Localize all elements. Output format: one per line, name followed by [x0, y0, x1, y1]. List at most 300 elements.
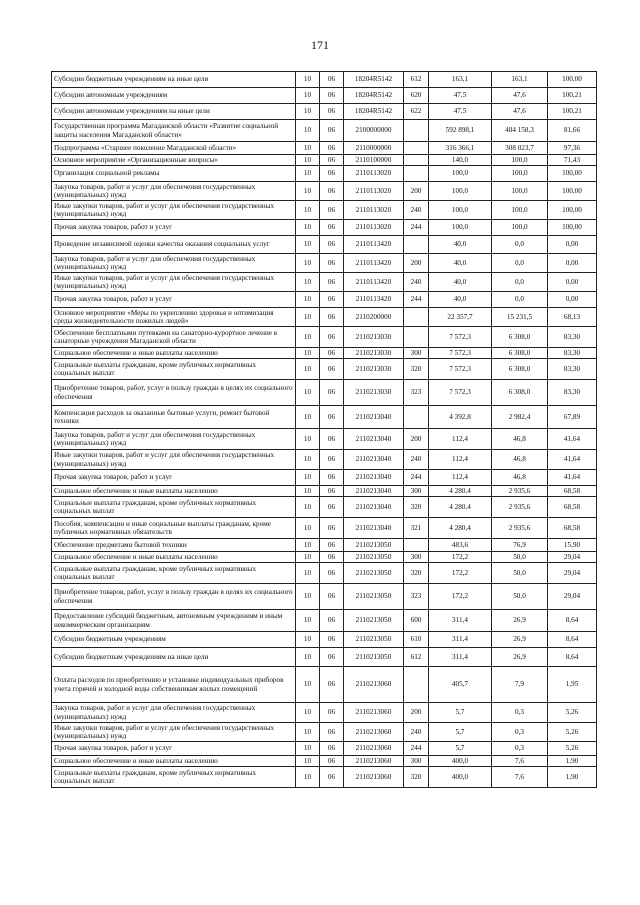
row-name-cell: Проведение независимой оценки качества оказания социальных услуг	[52, 236, 296, 254]
row-expense-type-cell: 240	[404, 201, 429, 220]
row-target-article-cell: 2110200000	[344, 308, 404, 327]
row-plan-amount-cell: 172,2	[429, 584, 492, 610]
row-target-article-cell: 2110000000	[344, 142, 404, 155]
row-target-article-cell: 2110100000	[344, 155, 404, 166]
row-executed-amount-cell: 6 308,0	[492, 327, 548, 348]
row-plan-amount-cell: 40,0	[429, 236, 492, 254]
table-row	[52, 767, 597, 788]
row-expense-type-cell: 300	[404, 756, 429, 767]
row-name-cell: Субсидии бюджетным учреждениям на иные цели	[52, 648, 296, 667]
row-percent-cell: 68,58	[548, 497, 597, 518]
row-percent-cell: 0,00	[548, 236, 597, 254]
row-subsection-cell: 06	[320, 742, 344, 756]
row-plan-amount-cell: 400,0	[429, 767, 492, 788]
row-expense-type-cell: 240	[404, 450, 429, 470]
row-plan-amount-cell: 5,7	[429, 703, 492, 723]
row-name-cell: Социальное обеспечение и иные выплаты населению	[52, 756, 296, 767]
row-executed-amount-cell: 163,1	[492, 72, 548, 88]
budget-table	[51, 71, 597, 788]
row-expense-type-cell: 200	[404, 703, 429, 723]
row-section-cell: 10	[296, 359, 320, 380]
row-percent-cell: 1,90	[548, 767, 597, 788]
row-percent-cell: 100,00	[548, 182, 597, 201]
row-name-cell: Прочая закупка товаров, работ и услуг	[52, 470, 296, 486]
table-row	[52, 450, 597, 470]
row-expense-type-cell: 620	[404, 88, 429, 104]
row-subsection-cell: 06	[320, 648, 344, 667]
row-percent-cell: 100,21	[548, 104, 597, 120]
row-subsection-cell: 06	[320, 584, 344, 610]
row-section-cell: 10	[296, 182, 320, 201]
row-subsection-cell: 06	[320, 104, 344, 120]
row-subsection-cell: 06	[320, 359, 344, 380]
row-name-cell: Субсидии автономным учреждениям на иные цели	[52, 104, 296, 120]
row-expense-type-cell: 622	[404, 104, 429, 120]
row-section-cell: 10	[296, 327, 320, 348]
table-row	[52, 486, 597, 497]
row-plan-amount-cell: 40,0	[429, 292, 492, 308]
table-row	[52, 632, 597, 648]
row-subsection-cell: 06	[320, 470, 344, 486]
row-executed-amount-cell: 2 935,6	[492, 497, 548, 518]
row-section-cell: 10	[296, 723, 320, 742]
row-plan-amount-cell: 311,4	[429, 632, 492, 648]
table-row	[52, 518, 597, 539]
row-percent-cell: 83,30	[548, 359, 597, 380]
row-plan-amount-cell: 316 366,1	[429, 142, 492, 155]
row-plan-amount-cell: 47,5	[429, 104, 492, 120]
row-executed-amount-cell: 50,0	[492, 584, 548, 610]
row-section-cell: 10	[296, 648, 320, 667]
row-subsection-cell: 06	[320, 88, 344, 104]
row-target-article-cell: 2110213040	[344, 406, 404, 429]
row-expense-type-cell: 200	[404, 182, 429, 201]
row-subsection-cell: 06	[320, 142, 344, 155]
row-executed-amount-cell: 0,3	[492, 703, 548, 723]
row-name-cell: Обеспечение бесплатными путевками на санаторно-курортное лечение в санаторные учреждения Магаданской области	[52, 327, 296, 348]
row-expense-type-cell: 321	[404, 518, 429, 539]
table-row	[52, 72, 597, 88]
row-executed-amount-cell: 100,0	[492, 166, 548, 182]
row-percent-cell: 68,58	[548, 518, 597, 539]
row-plan-amount-cell: 592 898,1	[429, 120, 492, 142]
row-executed-amount-cell: 26,9	[492, 648, 548, 667]
row-section-cell: 10	[296, 380, 320, 406]
row-target-article-cell: 2110213060	[344, 703, 404, 723]
table-row	[52, 429, 597, 450]
row-section-cell: 10	[296, 104, 320, 120]
row-name-cell: Социальные выплаты гражданам, кроме публичных нормативных социальных выплат	[52, 563, 296, 584]
row-plan-amount-cell: 4 280,4	[429, 497, 492, 518]
row-name-cell: Социальные выплаты гражданам, кроме публичных нормативных социальных выплат	[52, 497, 296, 518]
table-row	[52, 155, 597, 166]
row-subsection-cell: 06	[320, 539, 344, 552]
row-target-article-cell: 2110213050	[344, 610, 404, 632]
row-plan-amount-cell: 405,7	[429, 667, 492, 703]
row-name-cell: Прочая закупка товаров, работ и услуг	[52, 292, 296, 308]
row-section-cell: 10	[296, 470, 320, 486]
row-executed-amount-cell: 0,3	[492, 742, 548, 756]
row-target-article-cell: 2110213050	[344, 648, 404, 667]
row-percent-cell: 100,21	[548, 88, 597, 104]
row-name-cell: Закупка товаров, работ и услуг для обеспечения государственных (муниципальных) нужд	[52, 254, 296, 273]
row-name-cell: Государственная программа Магаданской области «Развитие социальной защиты населения Магаданской области»	[52, 120, 296, 142]
table-row	[52, 201, 597, 220]
row-section-cell: 10	[296, 610, 320, 632]
row-name-cell: Обеспечение предметами бытовой техники	[52, 539, 296, 552]
row-percent-cell: 29,04	[548, 563, 597, 584]
row-executed-amount-cell: 0,0	[492, 292, 548, 308]
row-expense-type-cell	[404, 142, 429, 155]
row-target-article-cell: 2110213040	[344, 518, 404, 539]
row-percent-cell: 5,26	[548, 703, 597, 723]
table-row	[52, 667, 597, 703]
row-name-cell: Пособия, компенсации и иные социальные выплаты гражданам, кроме публичных нормативных обязательств	[52, 518, 296, 539]
row-subsection-cell: 06	[320, 72, 344, 88]
row-executed-amount-cell: 6 308,0	[492, 380, 548, 406]
row-executed-amount-cell: 26,9	[492, 632, 548, 648]
row-expense-type-cell	[404, 667, 429, 703]
table-row	[52, 497, 597, 518]
row-section-cell: 10	[296, 486, 320, 497]
row-target-article-cell: 18204R5142	[344, 72, 404, 88]
row-executed-amount-cell: 47,6	[492, 88, 548, 104]
row-expense-type-cell	[404, 120, 429, 142]
table-row	[52, 539, 597, 552]
row-section-cell: 10	[296, 72, 320, 88]
row-expense-type-cell: 300	[404, 486, 429, 497]
row-section-cell: 10	[296, 292, 320, 308]
row-section-cell: 10	[296, 703, 320, 723]
row-percent-cell: 1,90	[548, 756, 597, 767]
row-plan-amount-cell: 22 357,7	[429, 308, 492, 327]
row-percent-cell: 41,64	[548, 429, 597, 450]
row-subsection-cell: 06	[320, 552, 344, 563]
table-row	[52, 88, 597, 104]
table-row	[52, 120, 597, 142]
row-plan-amount-cell: 140,0	[429, 155, 492, 166]
row-percent-cell: 29,04	[548, 584, 597, 610]
row-plan-amount-cell: 311,4	[429, 610, 492, 632]
row-expense-type-cell: 240	[404, 273, 429, 292]
row-executed-amount-cell: 2 982,4	[492, 406, 548, 429]
row-target-article-cell: 2110213030	[344, 348, 404, 359]
row-executed-amount-cell: 2 935,6	[492, 486, 548, 497]
row-name-cell: Социальное обеспечение и иные выплаты населению	[52, 348, 296, 359]
table-row	[52, 584, 597, 610]
table-row	[52, 142, 597, 155]
row-executed-amount-cell: 15 231,5	[492, 308, 548, 327]
row-name-cell: Основное мероприятие «Организационные вопросы»	[52, 155, 296, 166]
row-section-cell: 10	[296, 406, 320, 429]
row-percent-cell: 29,04	[548, 552, 597, 563]
row-subsection-cell: 06	[320, 450, 344, 470]
row-target-article-cell: 2110113020	[344, 201, 404, 220]
row-executed-amount-cell: 47,6	[492, 104, 548, 120]
row-target-article-cell: 2110213040	[344, 470, 404, 486]
table-row	[52, 236, 597, 254]
table-row	[52, 756, 597, 767]
row-subsection-cell: 06	[320, 610, 344, 632]
row-name-cell: Подпрограмма «Старшее поколение Магаданской области»	[52, 142, 296, 155]
table-row	[52, 292, 597, 308]
row-subsection-cell: 06	[320, 292, 344, 308]
row-percent-cell: 100,00	[548, 166, 597, 182]
row-target-article-cell: 2110213030	[344, 327, 404, 348]
row-expense-type-cell	[404, 166, 429, 182]
row-section-cell: 10	[296, 632, 320, 648]
row-section-cell: 10	[296, 220, 320, 236]
row-percent-cell: 0,00	[548, 273, 597, 292]
row-section-cell: 10	[296, 273, 320, 292]
row-name-cell: Основное мероприятие «Меры по укреплению здоровья и оптимизация среды жизнедеятельности пожилых людей»	[52, 308, 296, 327]
row-name-cell: Прочая закупка товаров, работ и услуг	[52, 220, 296, 236]
row-subsection-cell: 06	[320, 563, 344, 584]
row-expense-type-cell: 612	[404, 648, 429, 667]
row-section-cell: 10	[296, 518, 320, 539]
row-name-cell: Социальные выплаты гражданам, кроме публичных нормативных социальных выплат	[52, 359, 296, 380]
row-executed-amount-cell: 308 023,7	[492, 142, 548, 155]
row-executed-amount-cell: 46,8	[492, 470, 548, 486]
row-target-article-cell: 18204R5142	[344, 104, 404, 120]
row-name-cell: Прочая закупка товаров, работ и услуг	[52, 742, 296, 756]
row-plan-amount-cell: 40,0	[429, 254, 492, 273]
row-name-cell: Субсидии бюджетным учреждениям на иные цели	[52, 72, 296, 88]
row-section-cell: 10	[296, 584, 320, 610]
row-percent-cell: 5,26	[548, 742, 597, 756]
row-subsection-cell: 06	[320, 348, 344, 359]
row-percent-cell: 8,64	[548, 610, 597, 632]
row-percent-cell: 100,00	[548, 72, 597, 88]
row-percent-cell: 71,43	[548, 155, 597, 166]
row-plan-amount-cell: 163,1	[429, 72, 492, 88]
row-name-cell: Компенсация расходов за оказанные бытовые услуги, ремонт бытовой техники	[52, 406, 296, 429]
row-plan-amount-cell: 112,4	[429, 429, 492, 450]
row-name-cell: Оплата расходов по приобретению и установке индивидуальных приборов учета горячей и холодной воды собственникам жилых помещений	[52, 667, 296, 703]
row-section-cell: 10	[296, 497, 320, 518]
row-percent-cell: 8,64	[548, 632, 597, 648]
row-subsection-cell: 06	[320, 327, 344, 348]
row-percent-cell: 83,30	[548, 327, 597, 348]
row-percent-cell: 1,95	[548, 667, 597, 703]
row-section-cell: 10	[296, 767, 320, 788]
row-executed-amount-cell: 0,3	[492, 723, 548, 742]
row-expense-type-cell: 320	[404, 767, 429, 788]
row-plan-amount-cell: 7 572,3	[429, 348, 492, 359]
row-expense-type-cell: 320	[404, 563, 429, 584]
row-target-article-cell: 2110213040	[344, 450, 404, 470]
row-percent-cell: 5,26	[548, 723, 597, 742]
table-row	[52, 563, 597, 584]
row-name-cell: Иные закупки товаров, работ и услуг для обеспечения государственных (муниципальных) нужд	[52, 273, 296, 292]
row-plan-amount-cell: 112,4	[429, 470, 492, 486]
row-plan-amount-cell: 172,2	[429, 552, 492, 563]
row-executed-amount-cell: 7,9	[492, 667, 548, 703]
row-percent-cell: 83,30	[548, 348, 597, 359]
row-expense-type-cell: 244	[404, 220, 429, 236]
row-executed-amount-cell: 26,9	[492, 610, 548, 632]
row-subsection-cell: 06	[320, 429, 344, 450]
row-subsection-cell: 06	[320, 406, 344, 429]
row-target-article-cell: 2110213030	[344, 359, 404, 380]
table-row	[52, 380, 597, 406]
row-expense-type-cell	[404, 327, 429, 348]
row-section-cell: 10	[296, 308, 320, 327]
row-target-article-cell: 2110213060	[344, 723, 404, 742]
table-row	[52, 348, 597, 359]
row-section-cell: 10	[296, 201, 320, 220]
table-row	[52, 742, 597, 756]
row-plan-amount-cell: 112,4	[429, 450, 492, 470]
row-target-article-cell: 2110113020	[344, 220, 404, 236]
row-expense-type-cell: 200	[404, 254, 429, 273]
row-section-cell: 10	[296, 166, 320, 182]
row-percent-cell: 67,89	[548, 406, 597, 429]
row-executed-amount-cell: 7,6	[492, 756, 548, 767]
row-subsection-cell: 06	[320, 236, 344, 254]
row-plan-amount-cell: 100,0	[429, 182, 492, 201]
row-subsection-cell: 06	[320, 220, 344, 236]
row-plan-amount-cell: 4 392,8	[429, 406, 492, 429]
row-section-cell: 10	[296, 348, 320, 359]
row-target-article-cell: 2110213030	[344, 380, 404, 406]
row-expense-type-cell: 300	[404, 552, 429, 563]
row-percent-cell: 68,58	[548, 486, 597, 497]
row-plan-amount-cell: 7 572,3	[429, 359, 492, 380]
row-plan-amount-cell: 40,0	[429, 273, 492, 292]
row-executed-amount-cell: 6 308,0	[492, 359, 548, 380]
row-expense-type-cell: 240	[404, 723, 429, 742]
row-expense-type-cell: 320	[404, 359, 429, 380]
row-executed-amount-cell: 50,0	[492, 552, 548, 563]
table-row	[52, 703, 597, 723]
row-executed-amount-cell: 46,8	[492, 429, 548, 450]
row-executed-amount-cell: 0,0	[492, 273, 548, 292]
row-plan-amount-cell: 4 280,4	[429, 486, 492, 497]
row-expense-type-cell: 244	[404, 742, 429, 756]
row-subsection-cell: 06	[320, 273, 344, 292]
row-target-article-cell: 2100000000	[344, 120, 404, 142]
row-expense-type-cell	[404, 406, 429, 429]
row-expense-type-cell: 610	[404, 632, 429, 648]
row-subsection-cell: 06	[320, 166, 344, 182]
row-subsection-cell: 06	[320, 518, 344, 539]
row-name-cell: Организация социальной рекламы	[52, 166, 296, 182]
row-name-cell: Приобретение товаров, работ, услуг в пользу граждан в целях их социального обеспечения	[52, 380, 296, 406]
row-expense-type-cell: 600	[404, 610, 429, 632]
table-row	[52, 254, 597, 273]
row-percent-cell: 81,66	[548, 120, 597, 142]
row-plan-amount-cell: 4 280,4	[429, 518, 492, 539]
row-target-article-cell: 2110113420	[344, 254, 404, 273]
row-executed-amount-cell: 50,0	[492, 563, 548, 584]
row-subsection-cell: 06	[320, 723, 344, 742]
row-percent-cell: 100,00	[548, 201, 597, 220]
row-name-cell: Социальные выплаты гражданам, кроме публичных нормативных социальных выплат	[52, 767, 296, 788]
row-plan-amount-cell: 5,7	[429, 723, 492, 742]
row-executed-amount-cell: 100,0	[492, 201, 548, 220]
row-subsection-cell: 06	[320, 703, 344, 723]
row-percent-cell: 97,36	[548, 142, 597, 155]
row-subsection-cell: 06	[320, 756, 344, 767]
row-target-article-cell: 2110213050	[344, 539, 404, 552]
row-section-cell: 10	[296, 142, 320, 155]
table-row	[52, 220, 597, 236]
row-name-cell: Социальное обеспечение и иные выплаты населению	[52, 552, 296, 563]
table-row	[52, 166, 597, 182]
table-row	[52, 308, 597, 327]
row-subsection-cell: 06	[320, 120, 344, 142]
row-plan-amount-cell: 483,6	[429, 539, 492, 552]
row-percent-cell: 83,30	[548, 380, 597, 406]
row-name-cell: Субсидии бюджетным учреждениям	[52, 632, 296, 648]
row-name-cell: Закупка товаров, работ и услуг для обеспечения государственных (муниципальных) нужд	[52, 703, 296, 723]
row-name-cell: Социальное обеспечение и иные выплаты населению	[52, 486, 296, 497]
row-executed-amount-cell: 76,9	[492, 539, 548, 552]
row-expense-type-cell	[404, 539, 429, 552]
table-row	[52, 470, 597, 486]
row-target-article-cell: 2110213050	[344, 563, 404, 584]
row-subsection-cell: 06	[320, 201, 344, 220]
row-name-cell: Приобретение товаров, работ, услуг в пользу граждан в целях их социального обеспечения	[52, 584, 296, 610]
row-subsection-cell: 06	[320, 632, 344, 648]
row-executed-amount-cell: 46,8	[492, 450, 548, 470]
row-section-cell: 10	[296, 563, 320, 584]
row-percent-cell: 41,64	[548, 470, 597, 486]
table-row	[52, 182, 597, 201]
row-section-cell: 10	[296, 236, 320, 254]
row-executed-amount-cell: 484 158,3	[492, 120, 548, 142]
row-plan-amount-cell: 5,7	[429, 742, 492, 756]
row-name-cell: Закупка товаров, работ и услуг для обеспечения государственных (муниципальных) нужд	[52, 182, 296, 201]
row-plan-amount-cell: 172,2	[429, 563, 492, 584]
row-name-cell: Предоставление субсидий бюджетным, автономным учреждениям и иным некоммерческим организациям	[52, 610, 296, 632]
row-subsection-cell: 06	[320, 308, 344, 327]
table-row	[52, 610, 597, 632]
row-subsection-cell: 06	[320, 254, 344, 273]
row-section-cell: 10	[296, 155, 320, 166]
table-row	[52, 327, 597, 348]
row-percent-cell: 15,90	[548, 539, 597, 552]
row-name-cell: Иные закупки товаров, работ и услуг для обеспечения государственных (муниципальных) нужд	[52, 450, 296, 470]
row-section-cell: 10	[296, 552, 320, 563]
row-subsection-cell: 06	[320, 380, 344, 406]
table-row	[52, 723, 597, 742]
row-section-cell: 10	[296, 254, 320, 273]
row-expense-type-cell: 244	[404, 292, 429, 308]
row-percent-cell: 0,00	[548, 254, 597, 273]
row-percent-cell: 100,00	[548, 220, 597, 236]
table-row	[52, 552, 597, 563]
table-row	[52, 104, 597, 120]
row-plan-amount-cell: 100,0	[429, 220, 492, 236]
row-expense-type-cell: 323	[404, 584, 429, 610]
row-section-cell: 10	[296, 429, 320, 450]
row-plan-amount-cell: 400,0	[429, 756, 492, 767]
row-section-cell: 10	[296, 756, 320, 767]
row-expense-type-cell	[404, 155, 429, 166]
row-section-cell: 10	[296, 667, 320, 703]
row-name-cell: Иные закупки товаров, работ и услуг для обеспечения государственных (муниципальных) нужд	[52, 201, 296, 220]
row-subsection-cell: 06	[320, 667, 344, 703]
row-plan-amount-cell: 7 572,3	[429, 327, 492, 348]
row-target-article-cell: 2110213060	[344, 756, 404, 767]
row-plan-amount-cell: 47,5	[429, 88, 492, 104]
row-target-article-cell: 18204R5142	[344, 88, 404, 104]
row-target-article-cell: 2110213060	[344, 742, 404, 756]
row-name-cell: Иные закупки товаров, работ и услуг для обеспечения государственных (муниципальных) нужд	[52, 723, 296, 742]
row-expense-type-cell: 323	[404, 380, 429, 406]
